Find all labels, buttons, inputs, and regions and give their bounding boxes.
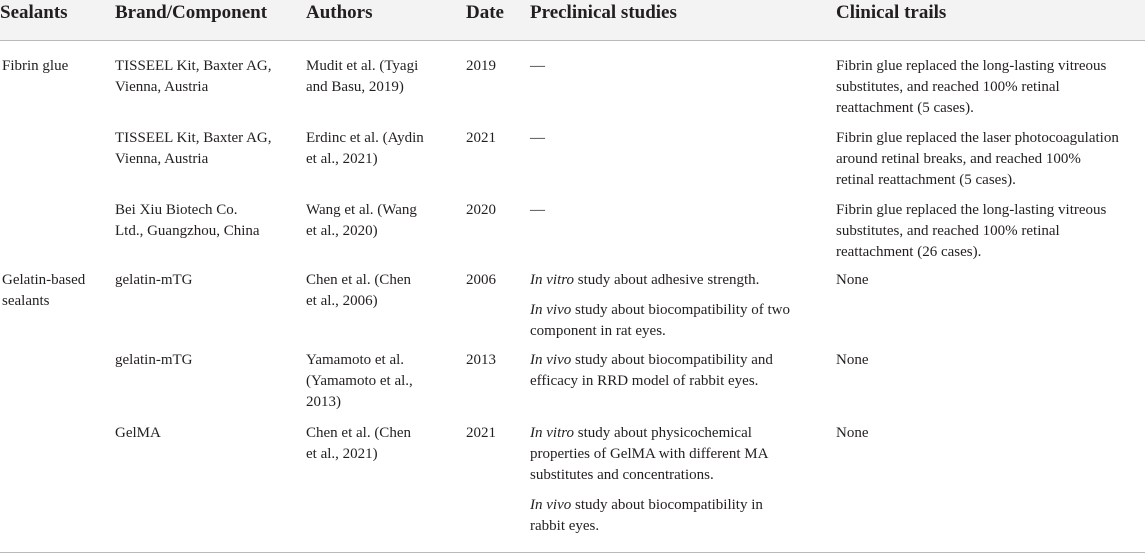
authors-line: et al., 2021)	[306, 446, 378, 462]
authors-cell	[306, 270, 411, 312]
header-brand: Brand/Component	[115, 2, 268, 23]
preclinical-cell: —	[530, 58, 545, 74]
header-authors: Authors	[306, 2, 373, 23]
brand-line: gelatin-mTG	[115, 352, 193, 368]
authors-line: Mudit et al. (Tyagi	[306, 58, 419, 74]
preclinical-block	[530, 495, 768, 537]
clinical-cell	[836, 270, 869, 291]
brand-cell	[115, 423, 161, 444]
clinical-cell	[836, 423, 869, 444]
preclinical-line	[530, 495, 768, 516]
date-cell: 2006	[466, 272, 496, 288]
preclinical-cell: —	[530, 130, 545, 146]
preclinical-text: study about biocompatibility of two	[571, 302, 790, 318]
group-gelatin-line-2: sealants	[2, 293, 50, 309]
brand-cell	[115, 56, 272, 98]
clinical-cell	[836, 200, 1106, 263]
clinical-line: reattachment (26 cases).	[836, 244, 982, 260]
clinical-cell	[836, 350, 869, 371]
preclinical-block	[530, 350, 773, 392]
preclinical-line: component in rat eyes.	[530, 323, 666, 339]
brand-cell	[115, 270, 192, 291]
clinical-cell	[836, 128, 1119, 191]
authors-line: Yamamoto et al.	[306, 352, 405, 368]
authors-line: Wang et al. (Wang	[306, 202, 417, 218]
authors-line: et al., 2021)	[306, 151, 378, 167]
authors-cell	[306, 423, 411, 465]
clinical-line: Fibrin glue replaced the long-lasting vitreous	[836, 202, 1107, 218]
brand-line: TISSEEL Kit, Baxter AG,	[115, 130, 272, 146]
header-rule	[0, 40, 1145, 41]
preclinical-line: substitutes and concentrations.	[530, 467, 714, 483]
header-date: Date	[466, 2, 504, 23]
date-cell: 2013	[466, 352, 496, 368]
clinical-line: substitutes, and reached 100% retinal	[836, 79, 1060, 95]
date-cell: 2020	[466, 202, 496, 218]
preclinical-cell	[530, 350, 773, 392]
preclinical-text: study about biocompatibility in	[571, 497, 763, 513]
preclinical-emphasis: In vivo	[530, 352, 572, 368]
preclinical-block	[530, 270, 790, 291]
clinical-line: None	[836, 272, 869, 288]
brand-cell	[115, 200, 260, 242]
preclinical-line: rabbit eyes.	[530, 518, 600, 534]
brand-line: Vienna, Austria	[115, 151, 209, 167]
preclinical-line	[530, 423, 768, 444]
brand-line: Ltd., Guangzhou, China	[115, 223, 260, 239]
preclinical-text: study about physicochemical	[574, 425, 752, 441]
brand-line: gelatin-mTG	[115, 272, 193, 288]
preclinical-emphasis: In vitro	[530, 272, 575, 288]
brand-cell	[115, 350, 192, 371]
authors-line: Erdinc et al. (Aydin	[306, 130, 424, 146]
authors-cell	[306, 200, 417, 242]
group-gelatin-line-1: Gelatin-based	[2, 272, 86, 288]
preclinical-line: properties of GelMA with different MA	[530, 446, 769, 462]
clinical-line: None	[836, 352, 869, 368]
brand-line: GelMA	[115, 425, 161, 441]
header-preclinical: Preclinical studies	[530, 2, 677, 23]
authors-line: (Yamamoto et al.,	[306, 373, 413, 389]
preclinical-cell	[530, 270, 790, 342]
preclinical-cell	[530, 423, 768, 537]
date-cell: 2021	[466, 130, 496, 146]
authors-line: 2013)	[306, 394, 341, 410]
preclinical-emphasis: In vivo	[530, 302, 572, 318]
brand-line: Vienna, Austria	[115, 79, 209, 95]
authors-cell	[306, 56, 418, 98]
group-fibrin-glue: Fibrin glue	[2, 58, 69, 74]
header-sealants: Sealants	[0, 2, 68, 23]
preclinical-block	[530, 423, 768, 486]
preclinical-block	[530, 300, 790, 342]
brand-cell	[115, 128, 272, 170]
preclinical-emphasis: In vivo	[530, 497, 572, 513]
clinical-line: around retinal breaks, and reached 100%	[836, 151, 1081, 167]
preclinical-text: study about adhesive strength.	[574, 272, 760, 288]
authors-line: Chen et al. (Chen	[306, 272, 411, 288]
brand-line: Bei Xiu Biotech Co.	[115, 202, 238, 218]
preclinical-line: efficacy in RRD model of rabbit eyes.	[530, 373, 759, 389]
authors-line: et al., 2020)	[306, 223, 378, 239]
clinical-line: retinal reattachment (5 cases).	[836, 172, 1016, 188]
clinical-line: substitutes, and reached 100% retinal	[836, 223, 1060, 239]
preclinical-line	[530, 350, 773, 371]
preclinical-line	[530, 300, 790, 321]
clinical-line: Fibrin glue replaced the long-lasting vitreous	[836, 58, 1107, 74]
preclinical-line	[530, 270, 790, 291]
clinical-cell	[836, 56, 1106, 119]
header-clinical: Clinical trails	[836, 2, 947, 23]
brand-line: TISSEEL Kit, Baxter AG,	[115, 58, 272, 74]
preclinical-emphasis: In vitro	[530, 425, 575, 441]
group-gelatin-based	[2, 270, 85, 312]
preclinical-cell: —	[530, 202, 545, 218]
authors-line: et al., 2006)	[306, 293, 378, 309]
clinical-line: None	[836, 425, 869, 441]
authors-line: and Basu, 2019)	[306, 79, 404, 95]
authors-cell	[306, 350, 413, 413]
authors-line: Chen et al. (Chen	[306, 425, 411, 441]
clinical-line: reattachment (5 cases).	[836, 100, 974, 116]
date-cell: 2021	[466, 425, 496, 441]
authors-cell	[306, 128, 424, 170]
preclinical-text: study about biocompatibility and	[571, 352, 773, 368]
date-cell: 2019	[466, 58, 496, 74]
clinical-line: Fibrin glue replaced the laser photocoagulation	[836, 130, 1119, 146]
